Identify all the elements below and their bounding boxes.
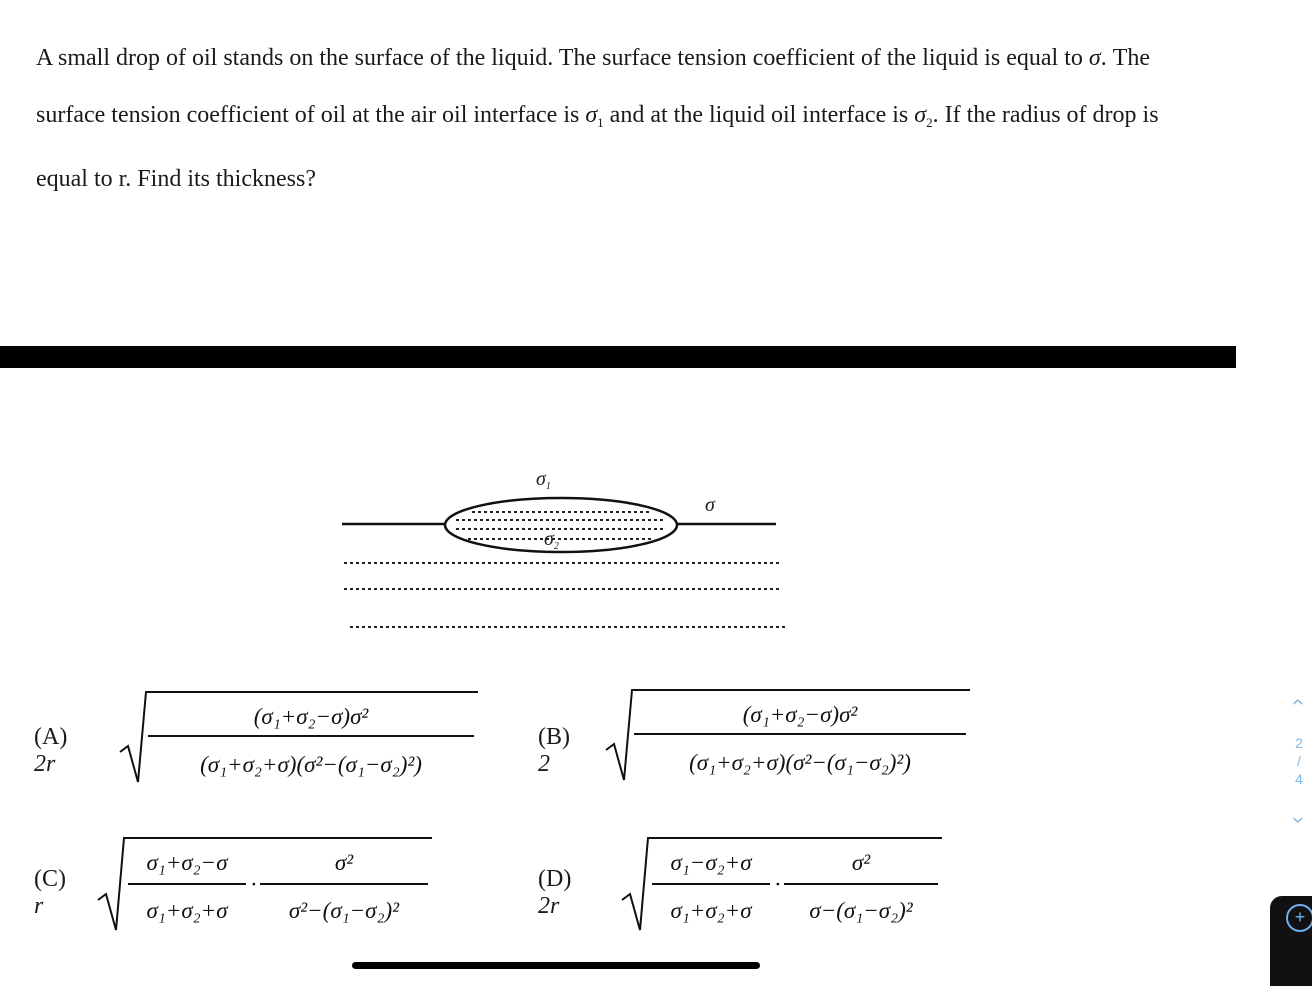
option-d[interactable]: [538, 866, 571, 920]
option-b-coef: 2: [538, 751, 550, 777]
svg-text:(σ₁+σ₂+σ)(σ²−(σ₁−σ₂)²): (σ₁+σ₂+σ)(σ²−(σ₁−σ₂)²): [689, 750, 911, 775]
page-separator: /: [1297, 753, 1301, 769]
sigma-2-subscript: 2: [926, 115, 933, 130]
prev-page-chevron-up-icon[interactable]: ‹: [1287, 698, 1312, 706]
question-part-1: A small drop of oil stands on the surface of the liquid. The surface tension coefficient of the liquid is equal to: [36, 45, 1089, 71]
option-a[interactable]: [34, 724, 67, 778]
svg-text:σ²−(σ₁−σ₂)²: σ²−(σ₁−σ₂)²: [288, 898, 400, 923]
option-d-coef: 2r: [538, 893, 560, 919]
option-c-coef: r: [34, 893, 44, 919]
svg-text:(σ₁+σ₂−σ)σ²: (σ₁+σ₂−σ)σ²: [253, 704, 369, 729]
sigma-1-subscript: 1: [597, 115, 604, 130]
svg-text:·: ·: [774, 872, 782, 897]
option-c[interactable]: [34, 866, 66, 920]
zoom-in-icon: +: [1286, 904, 1312, 932]
option-c-formula: [96, 826, 440, 938]
svg-text:σ²: σ²: [851, 850, 871, 875]
option-a-formula: [118, 680, 488, 790]
next-page-chevron-down-icon[interactable]: ›: [1287, 816, 1312, 824]
liquid-body-lines: [344, 563, 788, 627]
svg-text:σ₁+σ₂−σ: σ₁+σ₂−σ: [146, 850, 228, 875]
current-page: 2: [1295, 735, 1303, 751]
option-d-label: (D): [538, 866, 572, 892]
question-part-2: . The surface tension coefficient of oil at the air oil interface is: [36, 45, 1151, 128]
sigma-1-symbol: σ: [585, 102, 598, 128]
option-d-formula: [620, 826, 950, 938]
label-sigma: σ: [705, 494, 715, 516]
divider-bar: [0, 346, 1236, 368]
option-b-formula: [604, 678, 974, 788]
svg-text:(σ₁+σ₂+σ)(σ²−(σ₁−σ₂)²): (σ₁+σ₂+σ)(σ²−(σ₁−σ₂)²): [200, 752, 422, 777]
sigma-2-symbol: σ: [914, 102, 927, 128]
question-part-4: . If the radius of drop is equal to r. Find its thickness?: [36, 102, 1159, 192]
svg-text:σ₁+σ₂+σ: σ₁+σ₂+σ: [670, 898, 752, 923]
label-sigma-2: $\sigma_2$: [544, 528, 559, 552]
label-sigma-1: $\sigma_1$: [536, 468, 551, 492]
home-indicator[interactable]: [352, 962, 760, 969]
option-b[interactable]: [538, 724, 570, 778]
option-b-label: (B): [538, 724, 570, 750]
svg-text:σ²: σ²: [334, 850, 354, 875]
option-a-coef: 2r: [34, 751, 56, 777]
option-a-label: (A): [34, 724, 68, 750]
svg-text:σ−(σ₁−σ₂)²: σ−(σ₁−σ₂)²: [809, 898, 913, 923]
oil-drop-diagram: [330, 455, 800, 640]
svg-text:(σ₁+σ₂−σ)σ²: (σ₁+σ₂−σ)σ²: [742, 702, 858, 727]
page-navigator: [1284, 690, 1312, 850]
svg-text:σ₁−σ₂+σ: σ₁−σ₂+σ: [670, 850, 752, 875]
total-pages: 4: [1295, 771, 1303, 787]
sigma-symbol: σ: [1088, 45, 1101, 71]
zoom-button[interactable]: [1270, 896, 1312, 986]
oil-drop: [445, 498, 677, 552]
question-text: [36, 30, 1196, 208]
svg-text:·: ·: [250, 872, 258, 897]
svg-text:σ₁+σ₂+σ: σ₁+σ₂+σ: [146, 898, 228, 923]
option-c-label: (C): [34, 866, 66, 892]
question-part-3: and at the liquid oil interface is: [603, 102, 915, 128]
